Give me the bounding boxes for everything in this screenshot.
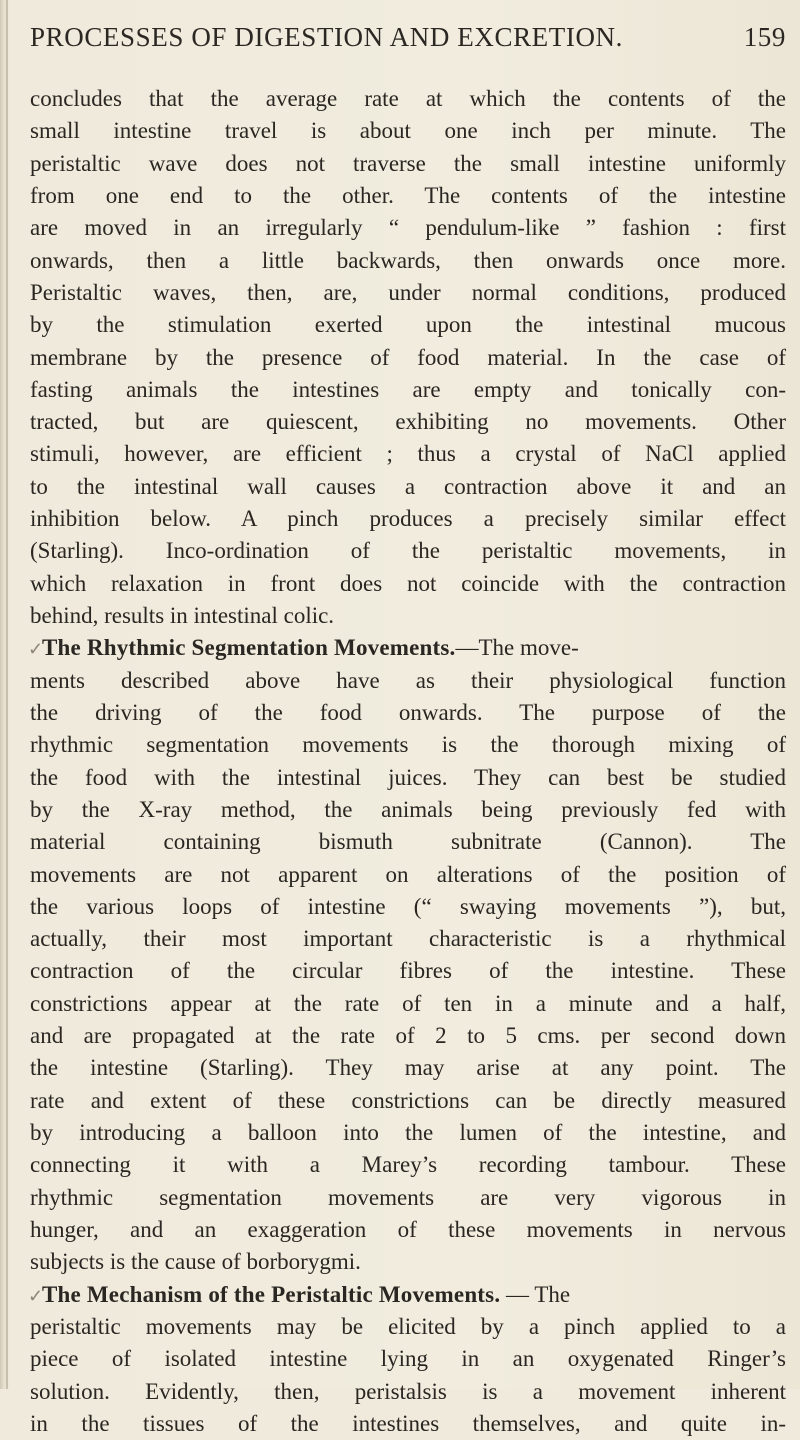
text-line: which relaxation in front does not coincide with the contraction [30, 570, 786, 596]
text-line: membrane by the presence of food material. In the case of [30, 344, 786, 370]
running-head [30, 22, 786, 62]
text-line: actually, their most important characteristic is a rhythmical [30, 926, 786, 952]
body-text [30, 83, 786, 1440]
text-line: are moved in an irregularly “ pendulum-like ” fashion : first [30, 215, 786, 241]
running-head-title: PROCESSES OF DIGESTION AND EXCRETION. [30, 22, 623, 52]
text-line: concludes that the average rate at which the contents of the [30, 86, 786, 111]
text-line: piece of isolated intestine lying in an oxygenated Ringer’s [30, 1346, 786, 1372]
text-line: fasting animals the intestines are empty and tonically con- [30, 376, 786, 402]
text-line: — The [500, 1281, 571, 1307]
page-gutter-edge [6, 0, 8, 1389]
section-heading: The Rhythmic Segmentation Movements. [42, 635, 456, 661]
text-line: —The move- [455, 635, 579, 661]
text-line: connecting it with a Marey’s recording tambour. These [30, 1152, 786, 1178]
text-line: by introducing a balloon into the lumen of the intestine, and [30, 1120, 786, 1145]
text-line: behind, results in intestinal colic. [30, 603, 335, 628]
text-line: rate and extent of these constrictions can be directly measured [30, 1087, 786, 1113]
text-line: by the X-ray method, the animals being previously fed with [30, 796, 786, 822]
text-line: by the stimulation exerted upon the intestinal mucous [30, 312, 786, 338]
text-line: movements are not apparent on alterations of the position of [30, 861, 786, 887]
text-line: to the intestinal wall causes a contraction above it and an [30, 473, 786, 499]
page-number: 159 [743, 22, 786, 52]
text-line: small intestine travel is about one inch per minute. The [30, 118, 786, 144]
text-line: the intestine (Starling). They may arise at any point. The [30, 1055, 786, 1081]
section-heading-line [30, 632, 786, 664]
margin-check-mark: ✓ [28, 639, 44, 660]
text-line: rhythmic segmentation movements is the thorough mixing of [30, 732, 786, 758]
text-line: hunger, and an exaggeration of these movements in nervous [30, 1216, 786, 1242]
text-line: rhythmic segmentation movements are very vigorous in [30, 1184, 786, 1210]
text-line: the various loops of intestine (“ swaying movements ”), but, [30, 893, 786, 919]
text-line: tracted, but are quiescent, exhibiting no movements. Other [30, 409, 786, 435]
text-line: material containing bismuth subnitrate (Cannon). The [30, 829, 786, 855]
text-line: solution. Evidently, then, peristalsis is a movement inherent [30, 1378, 786, 1404]
text-line: inhibition below. A pinch produces a precisely similar effect [30, 506, 786, 532]
text-line: (Starling). Inco-ordination of the peristaltic movements, in [30, 538, 786, 564]
text-line: the driving of the food onwards. The purpose of the [30, 699, 786, 725]
text-line: ments described above have as their physiological function [30, 667, 786, 693]
text-line: Peristaltic waves, then, are, under normal conditions, produced [30, 279, 786, 305]
section-heading: The Mechanism of the Peristaltic Movements. [42, 1281, 501, 1307]
section-heading-line [30, 1279, 786, 1311]
text-line: from one end to the other. The contents of the intestine [30, 182, 786, 208]
margin-check-mark: ✓ [28, 1285, 44, 1306]
text-line: peristaltic wave does not traverse the small intestine uniformly [30, 150, 786, 176]
text-line: stimuli, however, are efficient ; thus a crystal of NaCl applied [30, 441, 786, 467]
text-line: constrictions appear at the rate of ten in a minute and a half, [30, 990, 786, 1016]
text-line: contraction of the circular fibres of the intestine. These [30, 958, 786, 984]
text-line: peristaltic movements may be elicited by a pinch applied to a [30, 1313, 786, 1339]
text-line: in the tissues of the intestines themselves, and quite in- [30, 1410, 786, 1436]
text-line: subjects is the cause of borborygmi. [30, 1249, 361, 1275]
text-line: the food with the intestinal juices. They can best be studied [30, 764, 786, 790]
text-line: onwards, then a little backwards, then onwards once more. [30, 247, 786, 273]
text-line: and are propagated at the rate of 2 to 5 cms. per second down [30, 1023, 786, 1049]
